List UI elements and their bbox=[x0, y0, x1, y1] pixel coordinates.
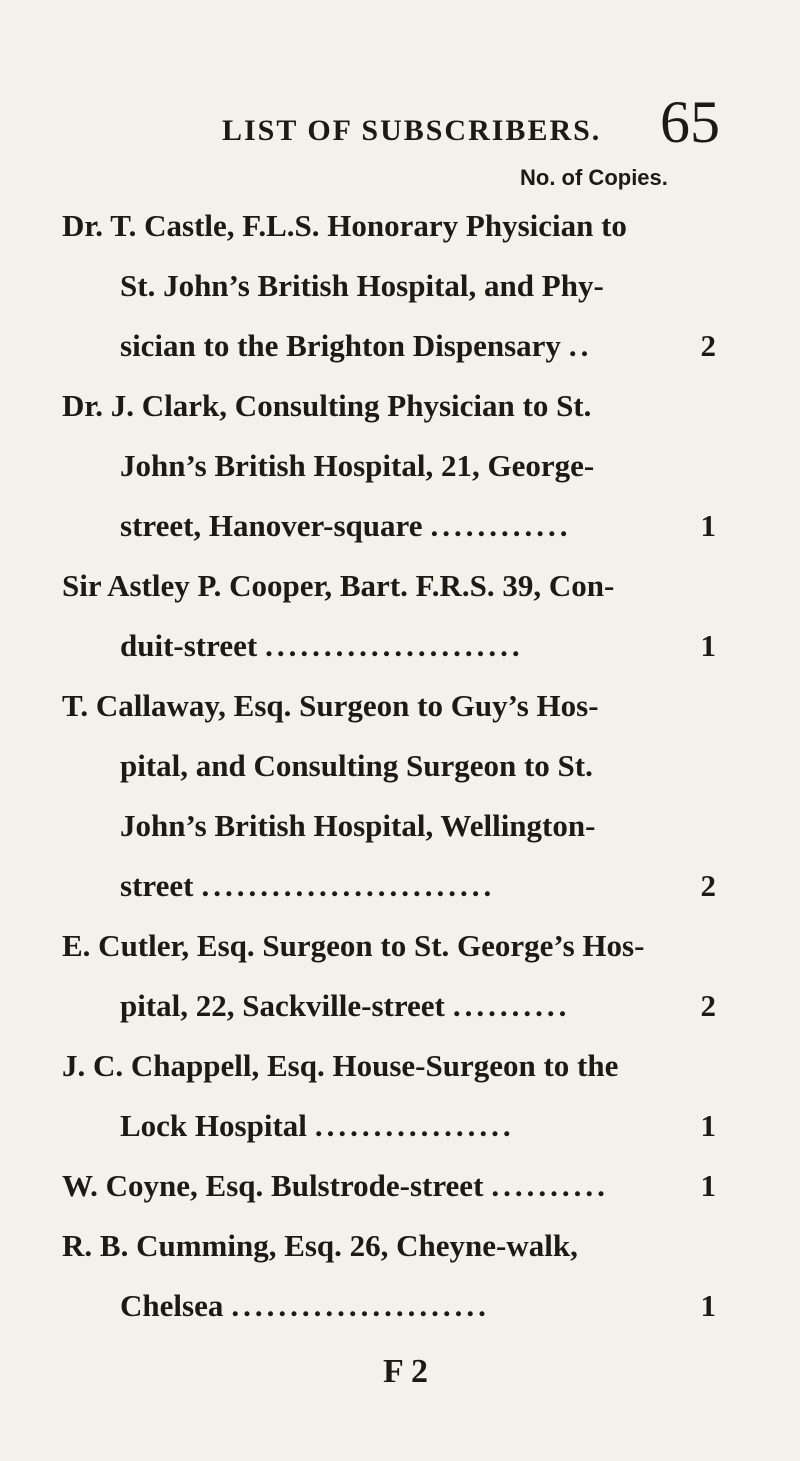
page-header bbox=[0, 89, 800, 162]
entry-line bbox=[0, 316, 800, 376]
entry-line bbox=[0, 376, 800, 436]
subscriber-entry bbox=[0, 196, 800, 376]
entry-text: J. C. Chappell, Esq. House-Surgeon to the bbox=[62, 1048, 619, 1083]
copies-count: 2 bbox=[700, 988, 716, 1023]
copies-count: 1 bbox=[700, 628, 716, 663]
entry-text: street bbox=[120, 868, 194, 903]
entry-text: John’s British Hospital, 21, George- bbox=[120, 448, 595, 483]
entry-line bbox=[0, 916, 800, 976]
copies-count: 2 bbox=[700, 328, 716, 363]
dot-leader: .. bbox=[568, 328, 593, 363]
copies-column-heading: No. of Copies. bbox=[520, 165, 668, 190]
entry-text: Dr. J. Clark, Consulting Physician to St. bbox=[62, 388, 592, 423]
dot-leader: ................. bbox=[314, 1108, 515, 1143]
entry-text: street, Hanover-square bbox=[120, 508, 423, 543]
dot-leader: ...................... bbox=[265, 628, 524, 663]
page-title: LIST OF SUBSCRIBERS. bbox=[222, 114, 602, 147]
copies-count: 2 bbox=[700, 868, 716, 903]
entry-line bbox=[0, 496, 800, 556]
subscriber-entry bbox=[0, 376, 800, 556]
entry-line bbox=[0, 1216, 800, 1276]
entry-line bbox=[0, 1036, 800, 1096]
subscriber-list bbox=[0, 196, 800, 1336]
entry-line bbox=[0, 1156, 800, 1216]
entry-text: Sir Astley P. Cooper, Bart. F.R.S. 39, Con- bbox=[62, 568, 615, 603]
subscriber-entry bbox=[0, 1156, 800, 1216]
subscriber-entry bbox=[0, 1216, 800, 1336]
entry-text: T. Callaway, Esq. Surgeon to Guy’s Hos- bbox=[62, 688, 599, 723]
entry-line bbox=[0, 196, 800, 256]
entry-text: St. John’s British Hospital, and Phy- bbox=[120, 268, 604, 303]
dot-leader: .......... bbox=[452, 988, 571, 1023]
dot-leader: ......................... bbox=[201, 868, 496, 903]
entry-line bbox=[0, 676, 800, 736]
entry-line bbox=[0, 256, 800, 316]
copies-count: 1 bbox=[700, 1168, 716, 1203]
copies-count: 1 bbox=[700, 1288, 716, 1323]
copies-count: 1 bbox=[700, 508, 716, 543]
entry-text: Chelsea bbox=[120, 1288, 224, 1323]
entry-text: John’s British Hospital, Wellington- bbox=[120, 808, 596, 843]
subscriber-entry bbox=[0, 556, 800, 676]
entry-line bbox=[0, 796, 800, 856]
subscriber-entry bbox=[0, 916, 800, 1036]
entry-line bbox=[0, 556, 800, 616]
entry-text: R. B. Cumming, Esq. 26, Cheyne-walk, bbox=[62, 1228, 578, 1263]
entry-text: Dr. T. Castle, F.L.S. Honorary Physician to bbox=[62, 208, 627, 243]
entry-line bbox=[0, 436, 800, 496]
entry-text: E. Cutler, Esq. Surgeon to St. George’s Hos- bbox=[62, 928, 645, 963]
entry-text: Lock Hospital bbox=[120, 1108, 307, 1143]
entry-line bbox=[0, 1096, 800, 1156]
page-number: 65 bbox=[660, 89, 720, 155]
entry-text: W. Coyne, Esq. Bulstrode-street bbox=[62, 1168, 484, 1203]
entry-line bbox=[0, 616, 800, 676]
entry-line bbox=[0, 1276, 800, 1336]
entry-text: pital, and Consulting Surgeon to St. bbox=[120, 748, 593, 783]
entry-text: sician to the Brighton Dispensary bbox=[120, 328, 561, 363]
entry-text: duit-street bbox=[120, 628, 258, 663]
copies-count: 1 bbox=[700, 1108, 716, 1143]
entry-line bbox=[0, 736, 800, 796]
entry-line bbox=[0, 976, 800, 1036]
dot-leader: ...................... bbox=[231, 1288, 490, 1323]
dot-leader: .......... bbox=[491, 1168, 609, 1203]
subscriber-entry bbox=[0, 676, 800, 916]
dot-leader: ............ bbox=[430, 508, 572, 543]
entry-text: pital, 22, Sackville-street bbox=[120, 988, 445, 1023]
entry-line bbox=[0, 856, 800, 916]
signature-mark: F 2 bbox=[383, 1353, 429, 1390]
subscriber-entry bbox=[0, 1036, 800, 1156]
